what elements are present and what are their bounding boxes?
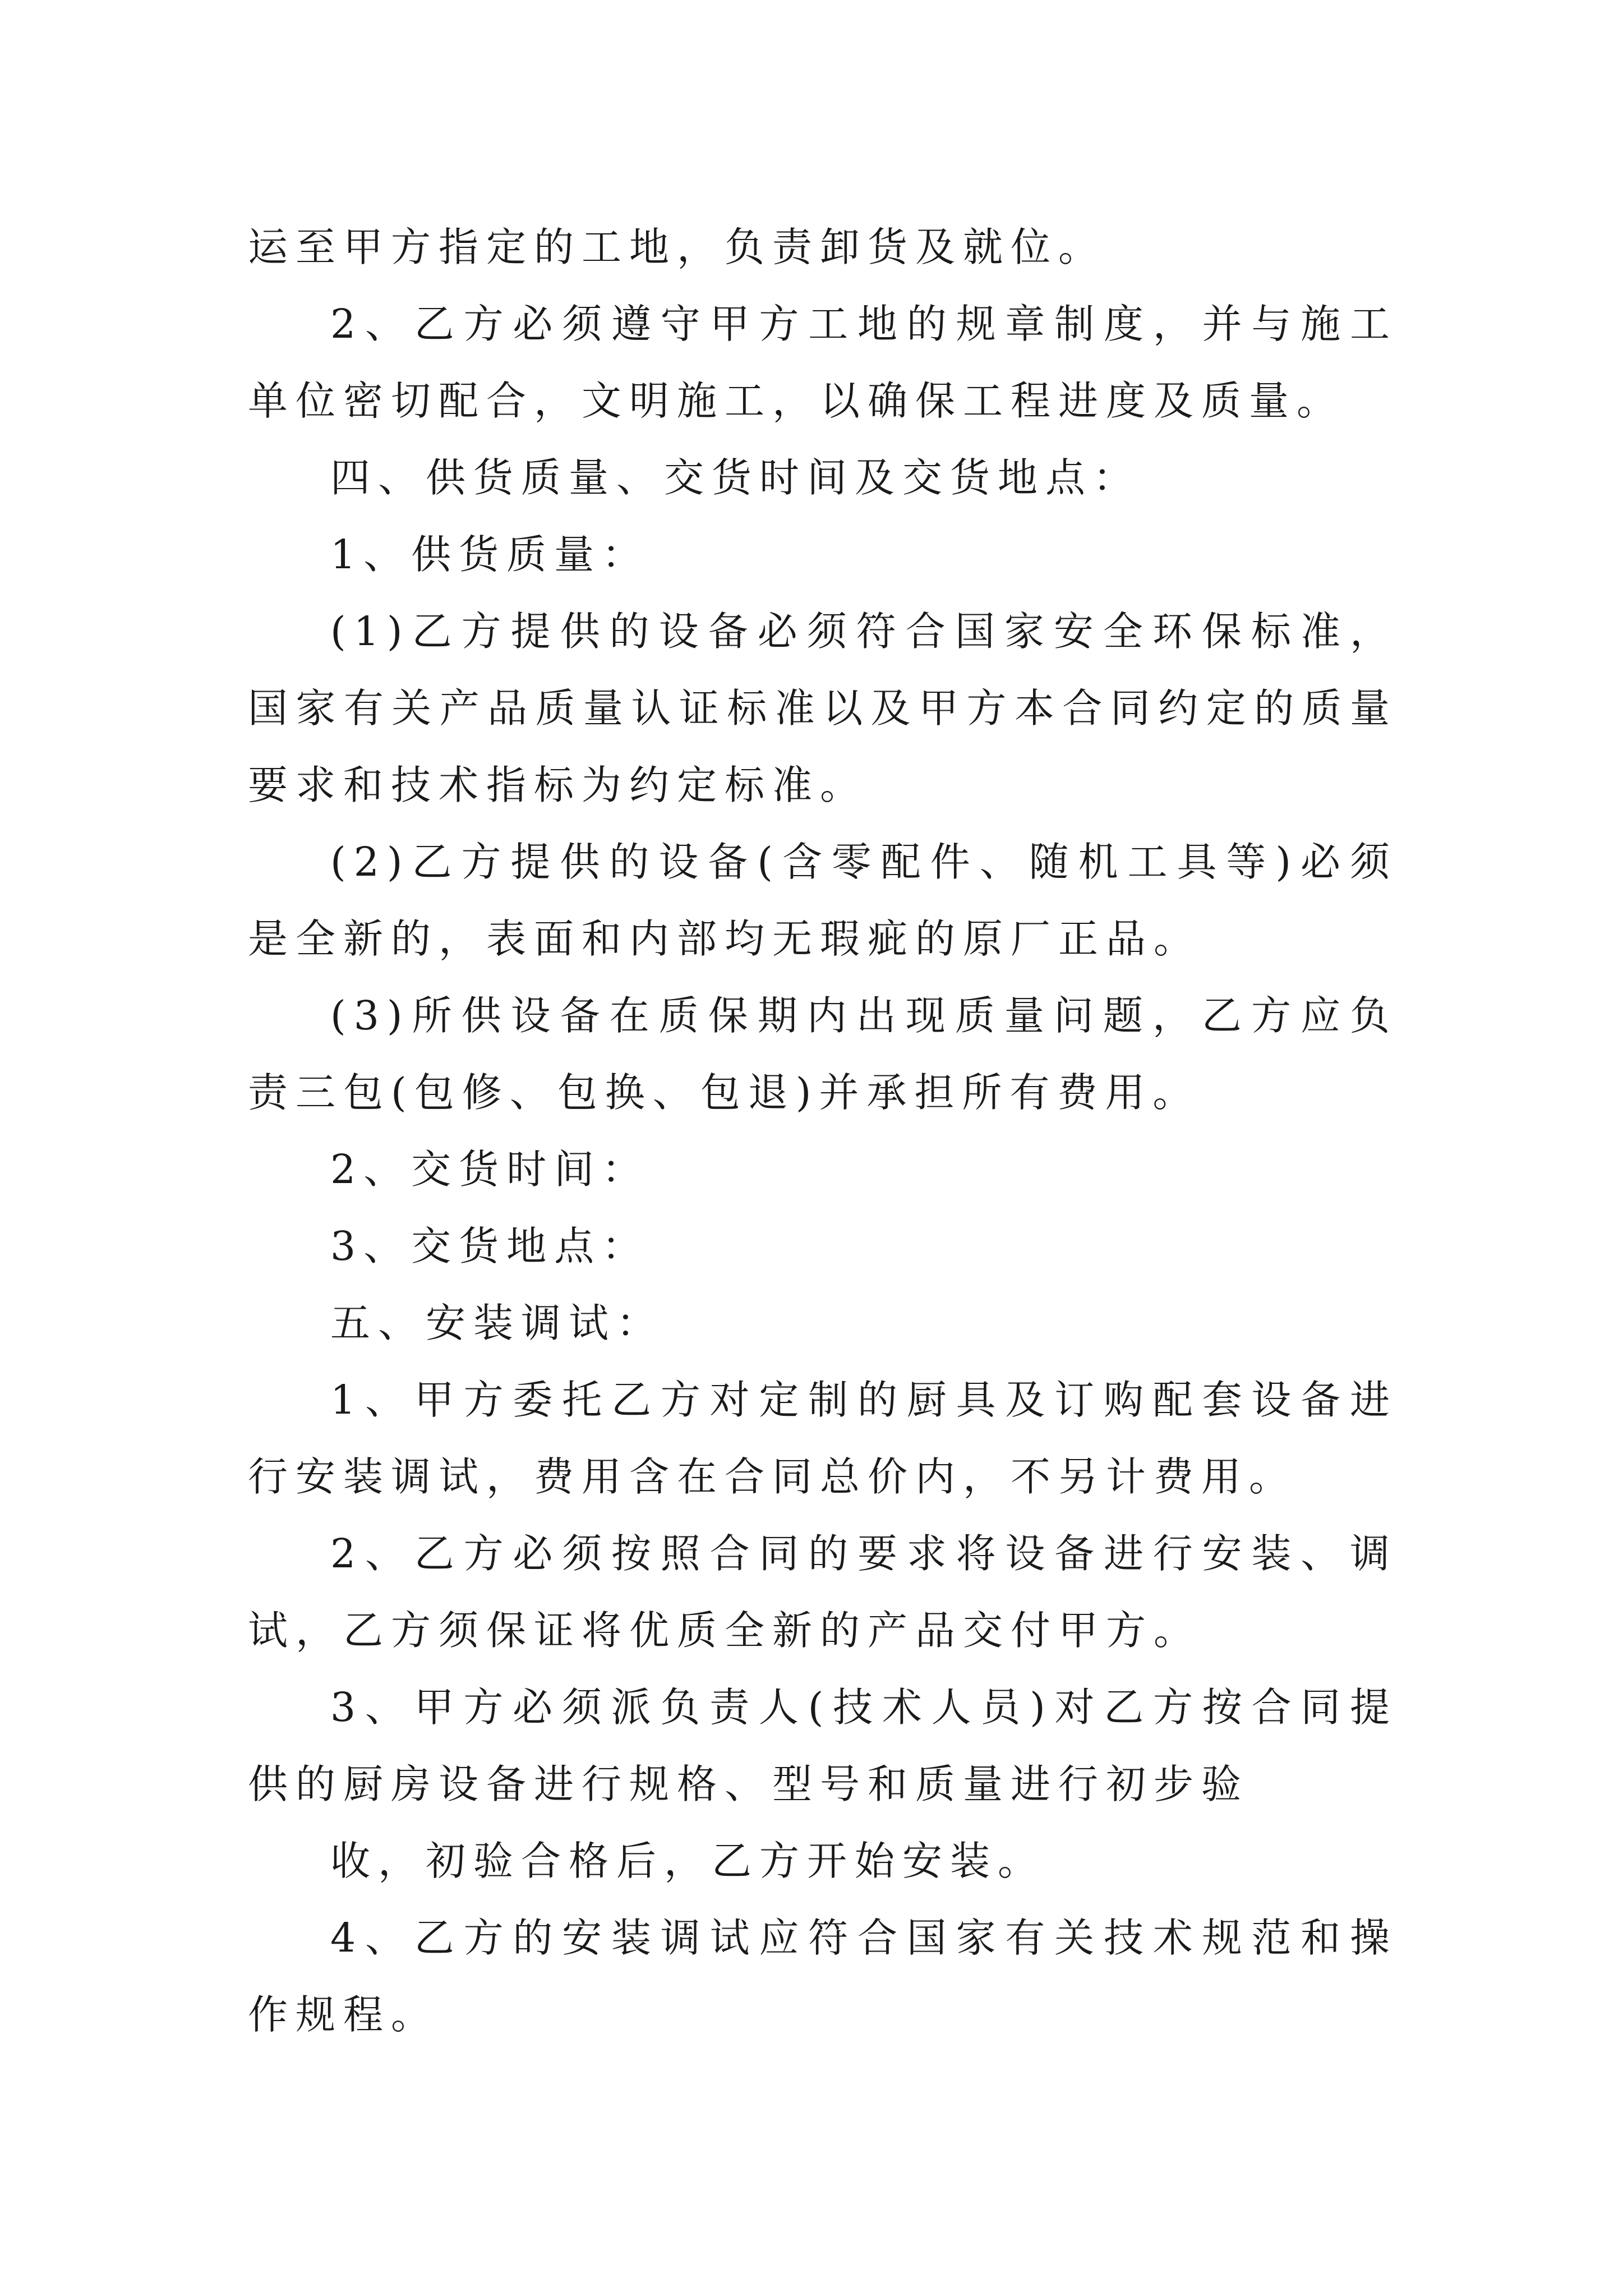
paragraph-2: 2、乙方必须遵守甲方工地的规章制度，并与施工单位密切配合，文明施工，以确保工程进度及质量。 bbox=[248, 301, 1398, 424]
paragraph-quality-3: (3)所供设备在质保期内出现质量问题，乙方应负责三包(包修、包换、包退)并承担所有费用。 bbox=[248, 992, 1398, 1116]
paragraph-quality-1: (1)乙方提供的设备必须符合国家安全环保标准，国家有关产品质量认证标准以及甲方本合同约定的质量要求和技术指标为约定标准。 bbox=[248, 608, 1398, 808]
subheading-supply-quality: 1、供货质量： bbox=[330, 531, 650, 578]
paragraph-install-3-continued: 收，初验合格后，乙方开始安装。 bbox=[330, 1838, 1046, 1884]
subheading-delivery-location: 3、交货地点： bbox=[330, 1223, 650, 1269]
subheading-delivery-time: 2、交货时间： bbox=[330, 1146, 650, 1193]
paragraph-install-3: 3、甲方必须派负责人(技术人员)对乙方按合同提供的厨房设备进行规格、型号和质量进行初步验 bbox=[248, 1684, 1398, 1807]
paragraph-install-4: 4、乙方的安装调试应符合国家有关技术规范和操作规程。 bbox=[248, 1915, 1398, 2038]
paragraph-1: 运至甲方指定的工地，负责卸货及就位。 bbox=[248, 224, 1106, 270]
paragraph-install-1: 1、甲方委托乙方对定制的厨具及订购配套设备进行安装调试，费用含在合同总价内，不另计费用。 bbox=[248, 1377, 1398, 1500]
paragraph-install-2: 2、乙方必须按照合同的要求将设备进行安装、调试，乙方须保证将优质全新的产品交付甲方。 bbox=[248, 1530, 1398, 1654]
section-heading-5: 五、安装调试： bbox=[330, 1300, 665, 1346]
document-body bbox=[248, 209, 1398, 2053]
section-heading-4: 四、供货质量、交货时间及交货地点： bbox=[330, 454, 1141, 501]
paragraph-quality-2: (2)乙方提供的设备(含零配件、随机工具等)必须是全新的，表面和内部均无瑕疵的原厂正品。 bbox=[248, 839, 1398, 962]
